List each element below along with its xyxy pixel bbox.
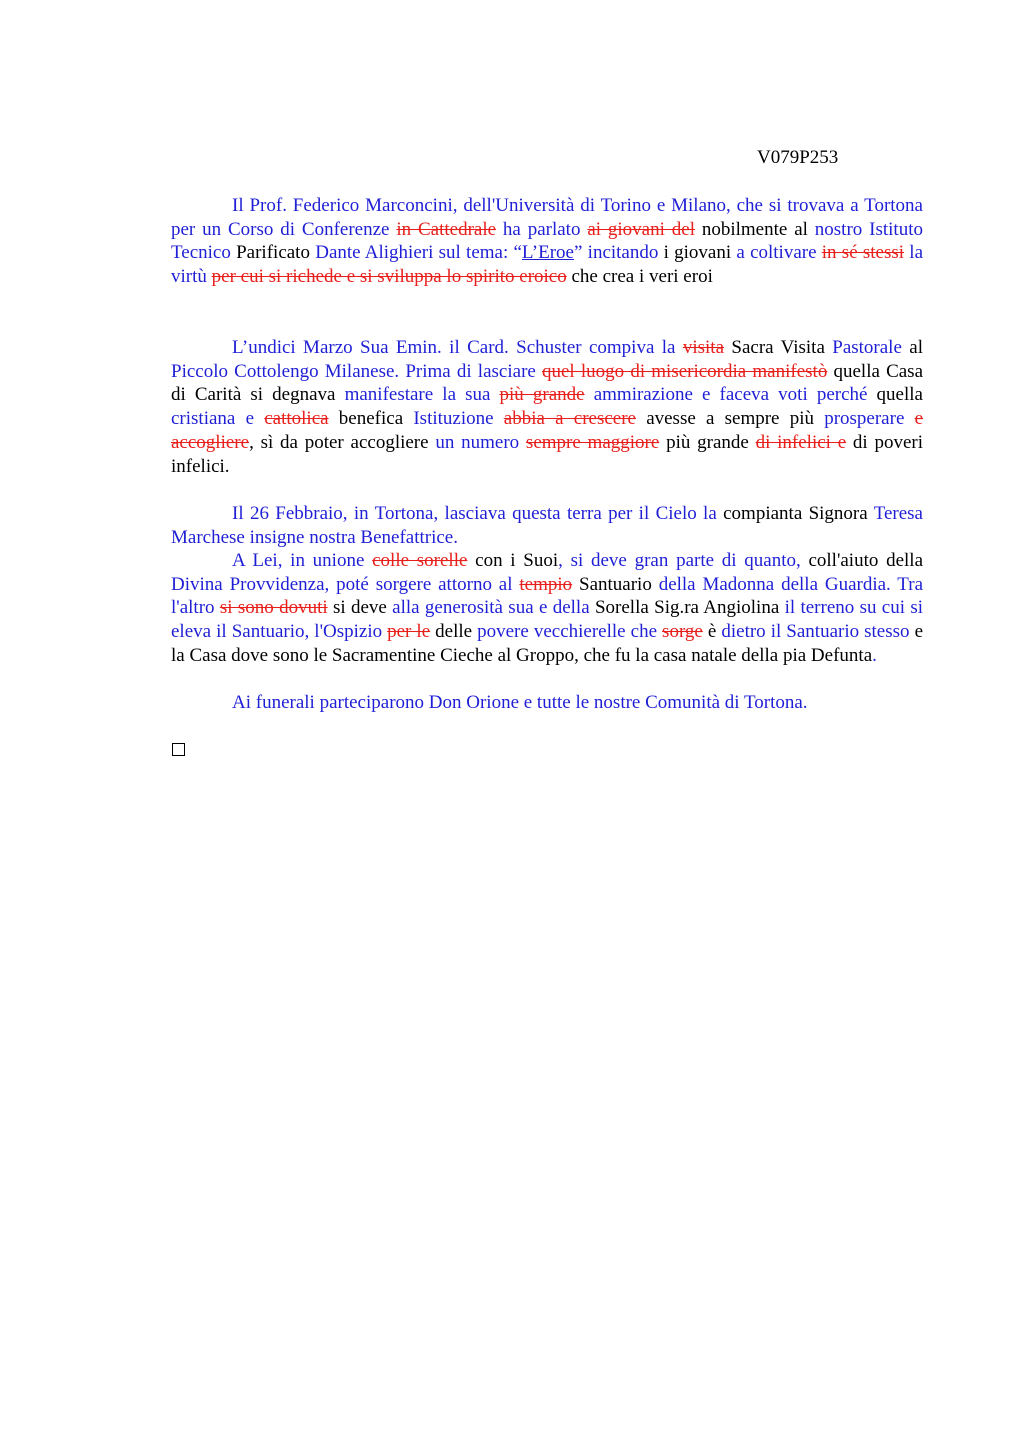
inserted-text: Piccolo Cottolengo Milanese. Prima di lasciare [171, 360, 542, 382]
original-text: che crea i veri eroi [566, 266, 713, 288]
original-text: benefica [328, 408, 414, 430]
checkbox-square-glyph [172, 743, 185, 756]
inserted-text: Istituzione [413, 408, 504, 430]
inserted-text: cristiana e [171, 408, 265, 430]
original-text: più grande [659, 431, 756, 453]
inserted-text: alla generosità sua e della [392, 597, 590, 619]
linked-inserted-text: L’Eroe [521, 242, 574, 264]
original-text: con i Suoi [467, 550, 559, 571]
inserted-text: Il Prof. Federico Marconcini, dell'Università di Torino e Milano, che si trovava a Tortona per un Corso di Conferenze [171, 195, 923, 240]
inserted-text: a coltivare [736, 242, 822, 264]
inserted-text: dietro il Santuario stesso [721, 621, 910, 643]
paragraph-santuario-benefactors [171, 549, 923, 668]
inserted-text: Ai funerali parteciparono Don Orione e tutte le nostre Comunità di Tortona. [232, 692, 808, 713]
deleted-text: si sono dovuti [219, 597, 328, 619]
deleted-text: abbia a crescere [503, 408, 636, 430]
original-text: coll'aiuto della [808, 550, 924, 571]
inserted-text: la virtù [171, 242, 924, 288]
deleted-text: per le [387, 621, 431, 643]
deleted-text: ai giovani del [587, 218, 695, 240]
inserted-text: ammirazione e faceva voti perché [584, 384, 868, 406]
original-text: , sì da poter accogliere [249, 431, 436, 453]
inserted-text: ha parlato [496, 218, 588, 240]
inserted-text: un numero [435, 431, 526, 453]
original-text: quella [867, 384, 923, 406]
original-text: e la Casa dove sono le Sacramentine Cieche al Groppo, che fu la casa natale della pia Defunta [171, 621, 924, 666]
inserted-text: manifestare la sua [344, 384, 500, 406]
paragraph-funerals [171, 691, 923, 715]
original-text: nobilmente al [694, 218, 815, 240]
deleted-text: sorge [662, 621, 703, 643]
original-text: avesse a sempre più [635, 408, 825, 430]
document-page [171, 0, 923, 1450]
inserted-text: Dante Alighieri sul tema: “ [315, 242, 522, 264]
inserted-text: della Madonna della Guardia. Tra l'altro [171, 573, 924, 619]
deleted-text: in Cattedrale [396, 218, 497, 240]
original-text: compianta Signora [716, 503, 874, 524]
inserted-text: povere vecchierelle che [477, 621, 663, 643]
deleted-text: e accogliere [171, 408, 924, 453]
paragraph-teresa-marchese-death [171, 502, 923, 549]
inserted-text: , si deve gran parte di quanto, [558, 550, 809, 571]
original-text: di poveri infelici. [171, 431, 924, 477]
inserted-text: prosperare [824, 408, 915, 430]
deleted-text: quel luogo di misericordia manifestò [542, 360, 828, 382]
original-text: Sorella Sig.ra Angiolina [589, 597, 785, 619]
inserted-text: A Lei, in unione [232, 550, 373, 571]
original-text: quella Casa di Carità si degnava [171, 360, 923, 406]
original-text: i giovani [658, 242, 737, 264]
original-text: Parificato [230, 242, 316, 264]
inserted-text: Teresa Marchese insigne nostra Benefattrice. [171, 503, 923, 548]
inserted-text: . [872, 644, 877, 666]
inserted-text: ” incitando [573, 242, 659, 264]
deleted-text: in sé stessi [821, 242, 905, 264]
original-text: si deve [327, 597, 393, 619]
inserted-text: L’undici Marzo Sua Emin. il Card. Schuster compiva la [232, 337, 683, 358]
inserted-text: il terreno su cui si eleva il Santuario, l'Ospizio [171, 597, 924, 643]
original-text: delle [430, 621, 478, 643]
original-text: è [702, 621, 722, 643]
document-id: V079P253 [757, 147, 839, 168]
deleted-text: di infelici e [755, 431, 847, 453]
deleted-text: per cui si richede e si sviluppa lo spirito eroico [211, 266, 567, 288]
deleted-text: sempre maggiore [525, 431, 660, 453]
inserted-text: Pastorale [832, 337, 902, 358]
deleted-text: cattolica [264, 408, 329, 430]
original-text: al [901, 337, 923, 358]
deleted-text: visita [682, 337, 725, 358]
inserted-text: Il 26 Febbraio, in Tortona, lasciava questa terra per il Cielo la [232, 503, 717, 524]
deleted-text: tempio [519, 573, 573, 595]
paragraph-schuster-visit [171, 336, 923, 478]
deleted-text: colle sorelle [372, 550, 468, 571]
original-text: Sacra Visita [724, 337, 833, 358]
deleted-text: più grande [499, 384, 585, 406]
paragraph-marconcini-lecture [171, 194, 923, 289]
original-text: Santuario [572, 573, 659, 595]
inserted-text: Divina Provvidenza, poté sorgere attorno al [171, 573, 520, 595]
inserted-text: nostro Istituto Tecnico [171, 218, 923, 264]
